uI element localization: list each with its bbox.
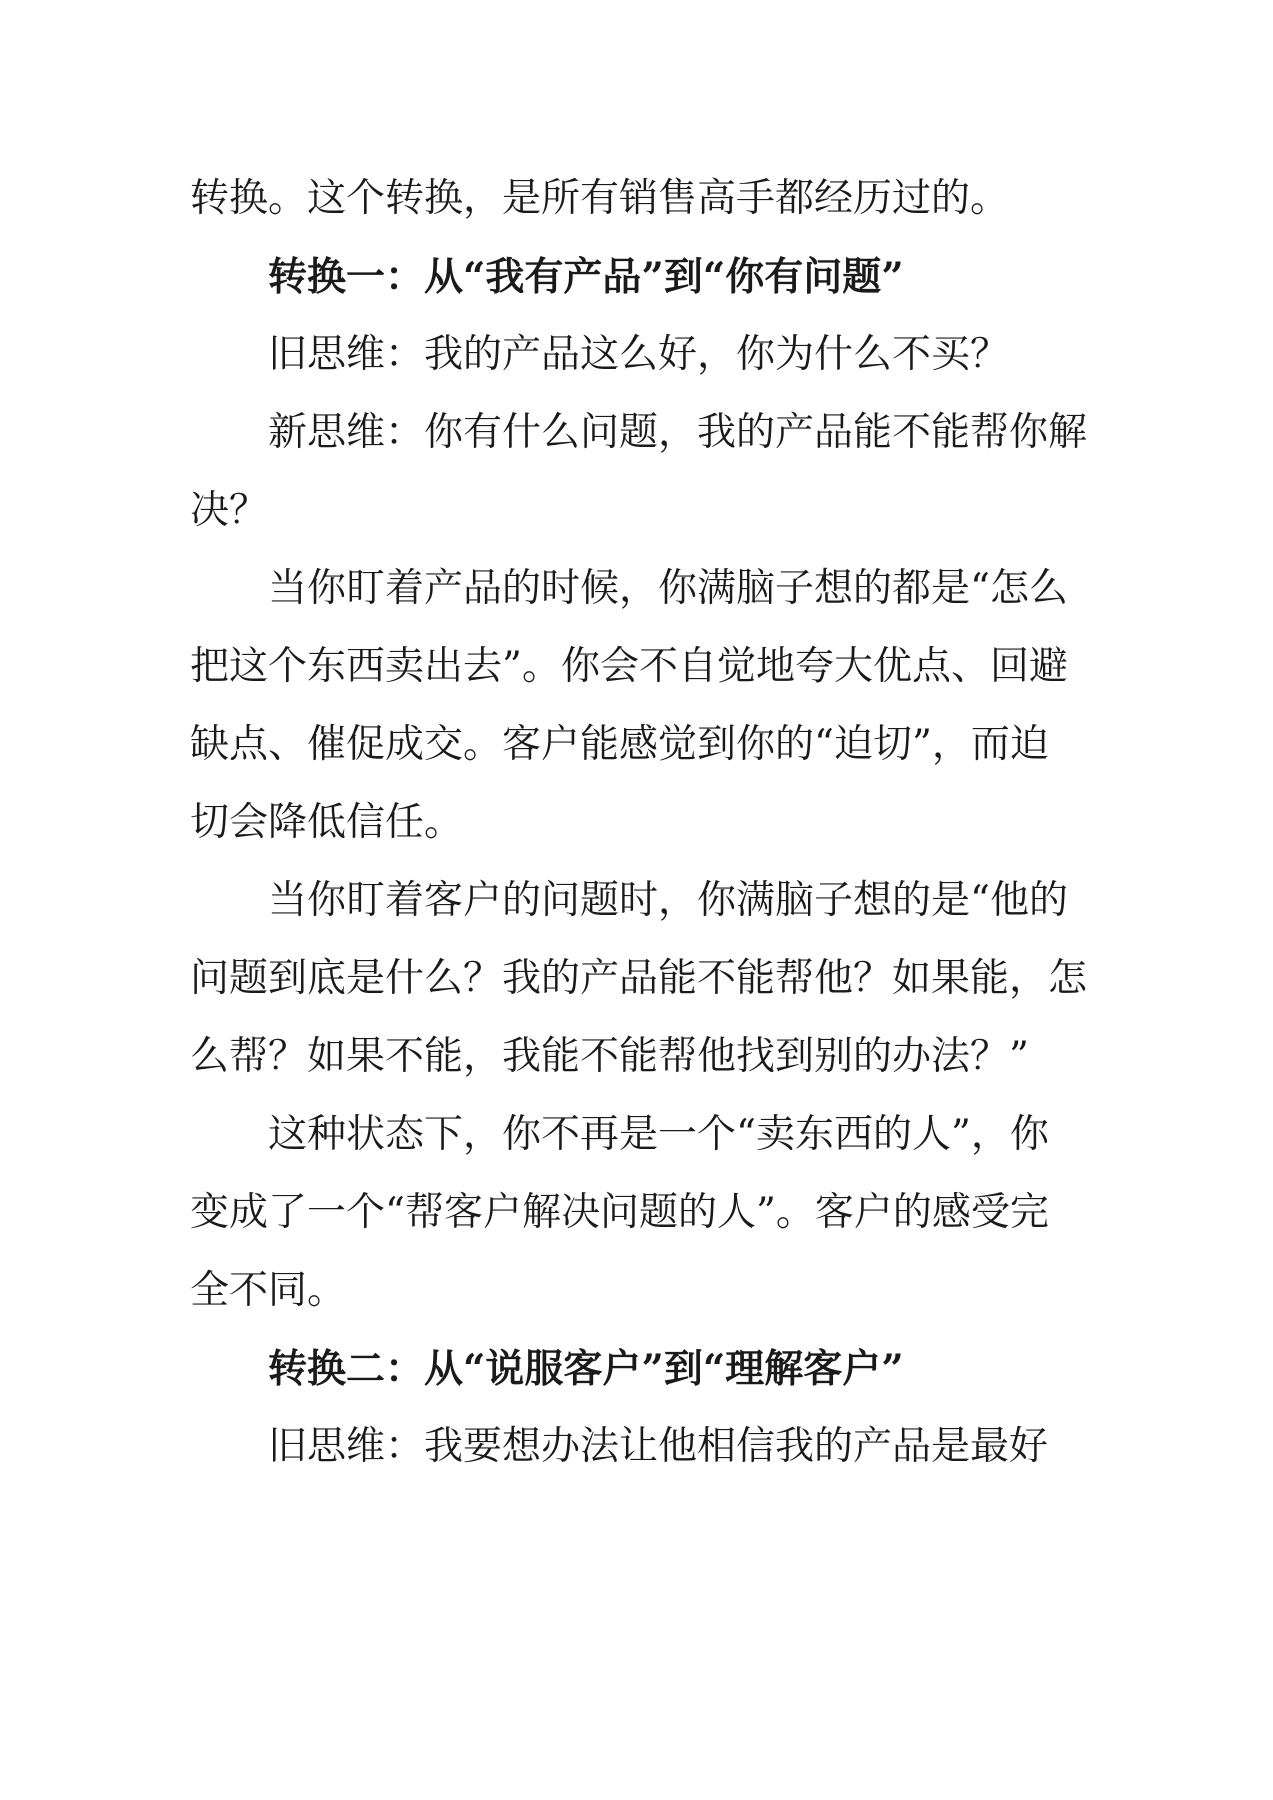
section-heading-2: 转换二：从“说服客户”到“理解客户” (268, 1346, 904, 1392)
text-line-7: 把这个东西卖出去”。你会不自觉地夸大优点、回避 (190, 644, 1068, 689)
text-line-3: 旧思维：我的产品这么好，你为什么不买？ (268, 332, 1010, 377)
text-line-4: 新思维：你有什么问题，我的产品能不能帮你解 (268, 410, 1088, 455)
section-heading-1: 转换一：从“我有产品”到“你有问题” (268, 254, 904, 300)
text-line-8: 缺点、催促成交。客户能感觉到你的“迫切”，而迫 (190, 722, 1049, 767)
text-line-17: 旧思维：我要想办法让他相信我的产品是最好 (268, 1424, 1049, 1469)
text-line-15: 全不同。 (190, 1268, 347, 1313)
text-line-10: 当你盯着客户的问题时，你满脑子想的是“他的 (268, 878, 1068, 923)
text-line-11: 问题到底是什么？我的产品能不能帮他？如果能，怎 (190, 956, 1088, 1001)
text-line-13: 这种状态下，你不再是一个“卖东西的人”，你 (268, 1112, 1049, 1157)
text-line-1: 转换。这个转换，是所有销售高手都经历过的。 (190, 176, 1010, 221)
text-line-14: 变成了一个“帮客户解决问题的人”。客户的感受完 (190, 1190, 1049, 1235)
text-line-6: 当你盯着产品的时候，你满脑子想的都是“怎么 (268, 566, 1068, 611)
text-line-9: 切会降低信任。 (190, 800, 464, 845)
text-line-5: 决？ (190, 488, 269, 533)
document-body (190, 160, 1090, 1486)
text-line-12: 么帮？如果不能，我能不能帮他找到别的办法？” (190, 1034, 1029, 1079)
